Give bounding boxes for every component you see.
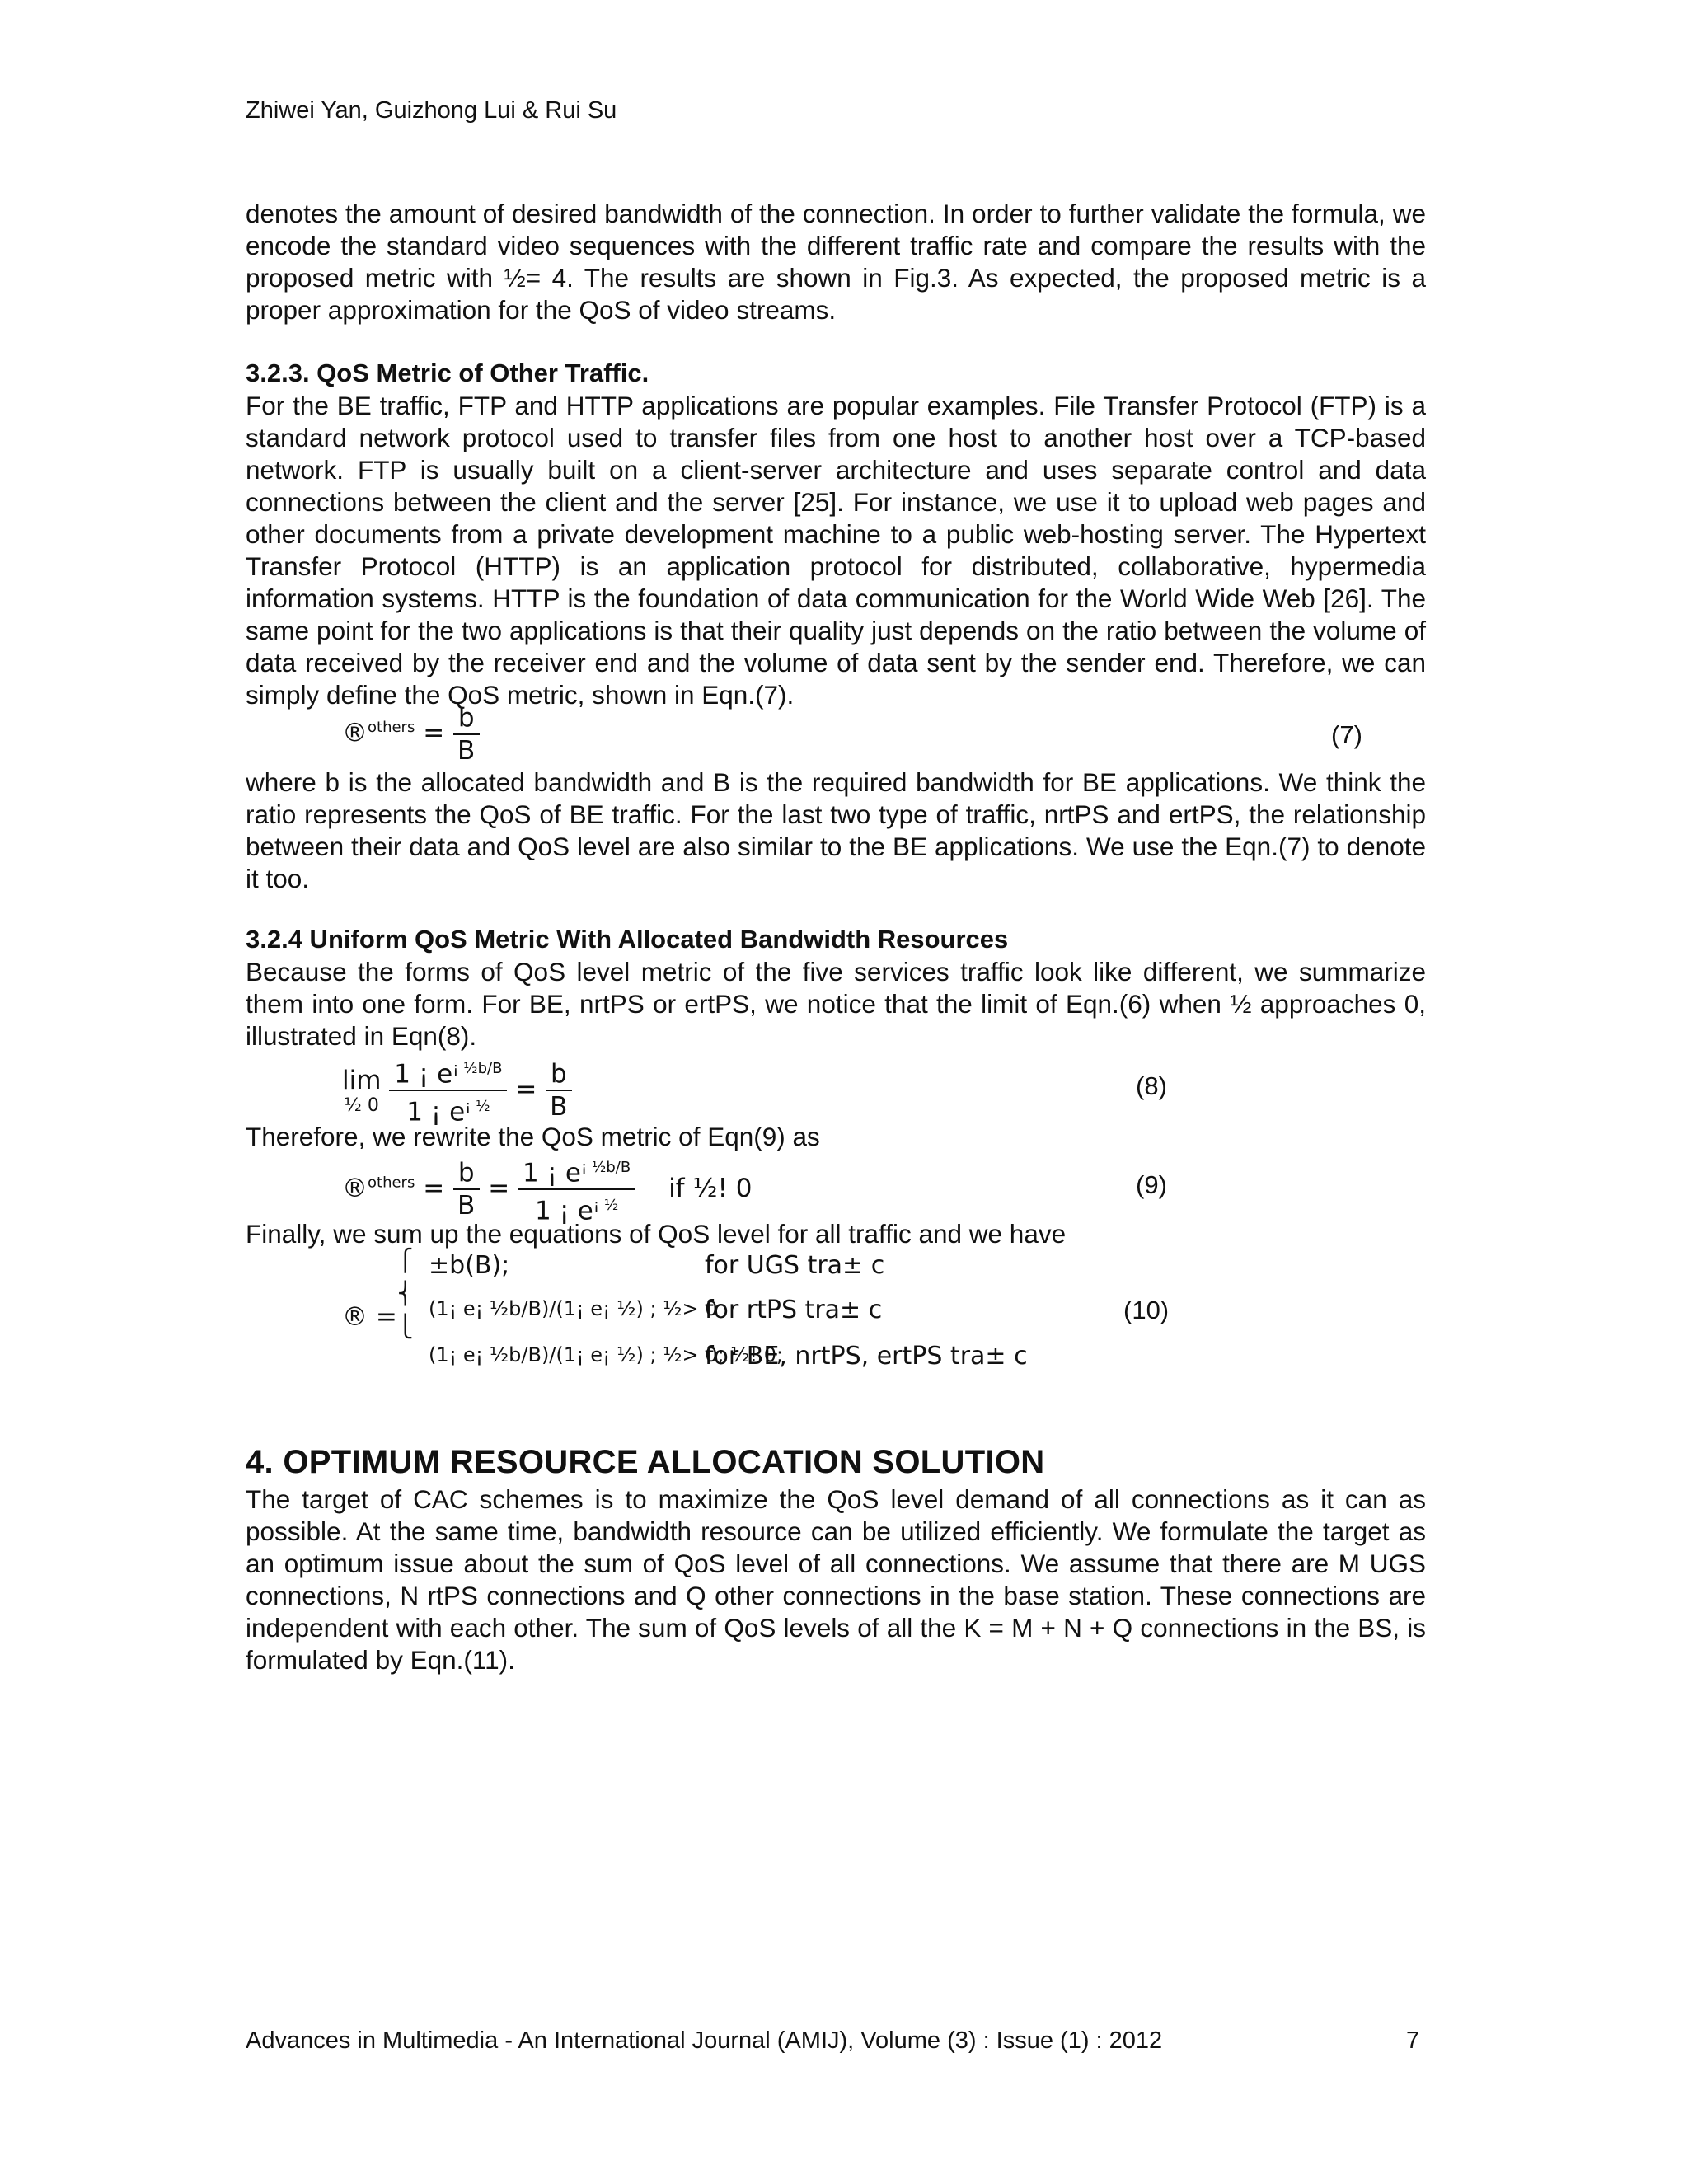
eq9-denominator-1: B: [457, 1191, 476, 1221]
eq10-brace-top: ⎧: [397, 1249, 414, 1273]
eq9-num2-exp: ¡ ½b/B: [580, 1159, 631, 1176]
eq9-fraction-2: [518, 1152, 635, 1227]
eq8-rhs-denominator: B: [550, 1092, 568, 1122]
paragraph-2-text: For the BE traffic, FTP and HTTP applications are popular examples. File Transfer Protocol (FTP) is a standard network protocol used to transfer files from one host to another host over a TCP-based network. FTP is usually built on a client-server architecture and uses separate control and data connections between the client and the server [25]. For instance, we use it to upload web pages and other documents from a private development machine to a public web-hosting server. The Hypertext Transfer Protocol (HTTP) is an application protocol for distributed, collaborative, hypermedia information systems. HTTP is the foundation of data communication for the World Wide Web [26]. The same point for the two applications is that their quality just depends on the ratio between the volume of data received by the receiver end and the volume of data sent by the sender end. Therefore, we can simply define the QoS metric, shown in Eqn.(7).: [246, 391, 1426, 710]
eq7-numerator: b: [453, 702, 480, 735]
eq9-equals-2: =: [488, 1173, 510, 1203]
eq9-numerator-2: [518, 1152, 635, 1190]
eq9-alpha: ®: [342, 1173, 368, 1203]
equation-7-number: (7): [1331, 720, 1362, 749]
eq10-case-3-expr: (1¡ e¡ ½b/B)/(1¡ e¡ ½) ; ½> 0; ½! 0;: [429, 1343, 784, 1366]
equation-8: [342, 1053, 572, 1128]
eq10-brace-bottom: ⎩: [397, 1315, 414, 1339]
paragraph-6-text: Finally, we sum up the equations of QoS level for all traffic and we have: [246, 1219, 1067, 1249]
section-heading-3-2-3: 3.2.3. QoS Metric of Other Traffic.: [246, 359, 649, 387]
eq9-den2-exp: ¡ ½: [593, 1197, 619, 1215]
paragraph-7: [246, 1483, 1426, 1676]
eq10-case-2-condition: for rtPS tra± c: [705, 1296, 883, 1324]
equation-9: [342, 1152, 753, 1227]
eq8-equals: =: [515, 1074, 537, 1104]
eq8-limit: [342, 1066, 381, 1116]
eq10-brace: [397, 1244, 414, 1343]
equation-10-lhs: ® =: [342, 1302, 397, 1332]
eq10-case-2-expr: (1¡ e¡ ½b/B)/(1¡ e¡ ½) ; ½> 0: [429, 1297, 718, 1320]
eq7-subscript: others: [368, 719, 415, 737]
eq8-den-text: 1 ¡ e: [406, 1097, 466, 1127]
eq7-denominator: B: [457, 736, 476, 766]
eq8-fraction: [389, 1053, 507, 1128]
paragraph-3: [246, 766, 1426, 895]
eq7-fraction: [452, 702, 480, 766]
eq8-lim-label: lim: [342, 1065, 382, 1095]
eq8-numerator: [389, 1053, 507, 1091]
eq8-rhs-numerator: b: [546, 1058, 572, 1091]
equation-7: [342, 702, 480, 766]
eq7-equals: =: [423, 718, 445, 748]
eq8-lim-subscript: ½ 0: [344, 1094, 379, 1116]
eq9-den2-text: 1 ¡ e: [534, 1196, 593, 1226]
eq7-alpha: ®: [342, 718, 368, 748]
eq9-condition: if ½! 0: [668, 1173, 753, 1203]
paragraph-5-text: Therefore, we rewrite the QoS metric of Eqn(9) as: [246, 1122, 820, 1151]
eq8-num-text: 1 ¡ e: [394, 1059, 453, 1090]
footer-page-number: 7: [1406, 2027, 1420, 2054]
eq8-den-exp: ¡ ½: [465, 1098, 490, 1116]
paragraph-6: [246, 1218, 1426, 1250]
eq9-equals-1: =: [423, 1173, 445, 1203]
eq9-subscript: others: [368, 1174, 415, 1192]
equation-10-number: (10): [1123, 1296, 1170, 1324]
section-heading-4: 4. OPTIMUM RESOURCE ALLOCATION SOLUTION: [246, 1444, 1045, 1480]
paragraph-7-text: The target of CAC schemes is to maximize the QoS level demand of all connections as it can as possible. At the same time, bandwidth resource can be utilized efficiently. We formulate the target as an optimum issue about the sum of QoS level of all connections. We assume that there are M UGS connections, N rtPS connections and Q other connections in the base station. These connections are independent with each other. The sum of QoS levels of all the K = M + N + Q connections in the BS, is formulated by Eqn.(11).: [246, 1484, 1426, 1675]
eq8-rhs-fraction: [545, 1058, 572, 1122]
eq10-case-1-expr: ±b(B);: [429, 1251, 510, 1280]
paragraph-5: [246, 1121, 1426, 1153]
equation-8-number: (8): [1136, 1071, 1167, 1100]
paragraph-1-text: denotes the amount of desired bandwidth of the connection. In order to further validate the formula, we encode the standard video sequences with the different traffic rate and compare the results with the proposed metric with ½= 4. The results are shown in Fig.3. As expected, the proposed metric is a proper approximation for the QoS of video streams.: [246, 199, 1426, 325]
paragraph-3-text: where b is the allocated bandwidth and B is the required bandwidth for BE applications. We think the ratio represents the QoS of BE traffic. For the last two type of traffic, nrtPS and ertPS, the relationship between their data and QoS level are also similar to the BE applications. We use the Eqn.(7) to denote it too.: [246, 767, 1426, 893]
eq9-numerator-1: b: [453, 1157, 480, 1190]
paragraph-1: [246, 198, 1426, 326]
eq9-fraction-1: [452, 1157, 480, 1221]
paragraph-4: [246, 956, 1426, 1052]
paragraph-4-text: Because the forms of QoS level metric of the five services traffic look like different, we summarize them into one form. For BE, nrtPS or ertPS, we notice that the limit of Eqn.(6) when ½ approaches 0, illustrated in Eqn(8).: [246, 957, 1426, 1051]
eq10-case-3-condition: for BE, nrtPS, ertPS tra± c: [705, 1342, 1028, 1371]
section-heading-3-2-4: 3.2.4 Uniform QoS Metric With Allocated Bandwidth Resources: [246, 925, 1009, 954]
paragraph-2: [246, 390, 1426, 711]
eq10-brace-mid: ⎨: [397, 1282, 414, 1306]
eq8-num-exp: ¡ ½b/B: [452, 1060, 503, 1077]
eq10-case-1-condition: for UGS tra± c: [705, 1251, 885, 1280]
eq9-num2-text: 1 ¡ e: [523, 1158, 581, 1188]
running-header: Zhiwei Yan, Guizhong Lui & Rui Su: [246, 97, 617, 124]
equation-9-number: (9): [1136, 1170, 1167, 1199]
footer-journal: Advances in Multimedia - An International Journal (AMIJ), Volume (3) : Issue (1) : 2012: [246, 2027, 1163, 2054]
